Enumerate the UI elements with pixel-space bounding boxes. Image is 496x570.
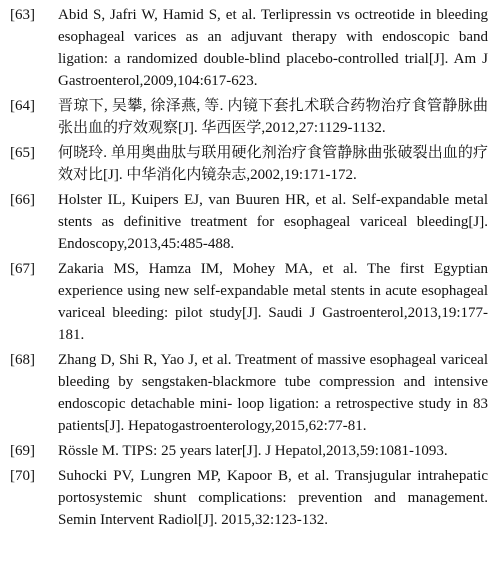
reference-number: [66] bbox=[10, 192, 35, 208]
reference-number: [68] bbox=[10, 352, 35, 368]
reference-text: Rössle M. TIPS: 25 years later[J]. J Hepatol,2013,59:1081-1093. bbox=[58, 443, 448, 459]
reference-number: [69] bbox=[10, 443, 35, 459]
reference-text: Abid S, Jafri W, Hamid S, et al. Terlipressin vs octreotide in bleeding esophageal varices as an adjuvant therapy with endoscopic band ligation: a randomized double-blind placebo-controlled trial[J]. Am J Gastroenterol,2009,104:617-623. bbox=[58, 7, 488, 89]
reference-item bbox=[0, 465, 496, 531]
reference-item bbox=[0, 189, 496, 255]
reference-number: [65] bbox=[10, 145, 35, 161]
reference-item bbox=[0, 142, 496, 186]
reference-text: Zakaria MS, Hamza IM, Mohey MA, et al. The first Egyptian experience using new self-expandable metal stents in acute esophageal variceal bleeding: pilot study[J]. Saudi J Gastroenterol,2013,19:177-181. bbox=[58, 261, 488, 343]
reference-item bbox=[0, 349, 496, 437]
reference-item bbox=[0, 440, 496, 462]
reference-item bbox=[0, 258, 496, 346]
reference-item bbox=[0, 95, 496, 139]
reference-number: [70] bbox=[10, 468, 35, 484]
reference-list bbox=[0, 4, 496, 534]
reference-text: Zhang D, Shi R, Yao J, et al. Treatment of massive esophageal variceal bleeding by sengstaken-blackmore tube compression and intensive endoscopic detachable mini- loop ligation: a retrospective study in 83 patients[J]. Hepatogastroenterology,2015,62:77-81. bbox=[58, 352, 488, 434]
reference-text: 何晓玲. 单用奥曲肽与联用硬化剂治疗食管静脉曲张破裂出血的疗效对比[J]. 中华消化内镜杂志,2002,19:171-172. bbox=[58, 145, 488, 183]
reference-text: 晋琼下, 吴攀, 徐泽燕, 等. 内镜下套扎术联合药物治疗食管静脉曲张出血的疗效观察[J]. 华西医学,2012,27:1129-1132. bbox=[58, 98, 488, 136]
reference-number: [67] bbox=[10, 261, 35, 277]
reference-text: Holster IL, Kuipers EJ, van Buuren HR, et al. Self-expandable metal stents as definitive treatment for esophageal variceal bleeding[J]. Endoscopy,2013,45:485-488. bbox=[58, 192, 488, 252]
reference-item bbox=[0, 4, 496, 92]
reference-number: [63] bbox=[10, 7, 35, 23]
reference-number: [64] bbox=[10, 98, 35, 114]
reference-text: Suhocki PV, Lungren MP, Kapoor B, et al. Transjugular intrahepatic portosystemic shunt complications: prevention and management. Semin Intervent Radiol[J]. 2015,32:123-132. bbox=[58, 468, 488, 528]
